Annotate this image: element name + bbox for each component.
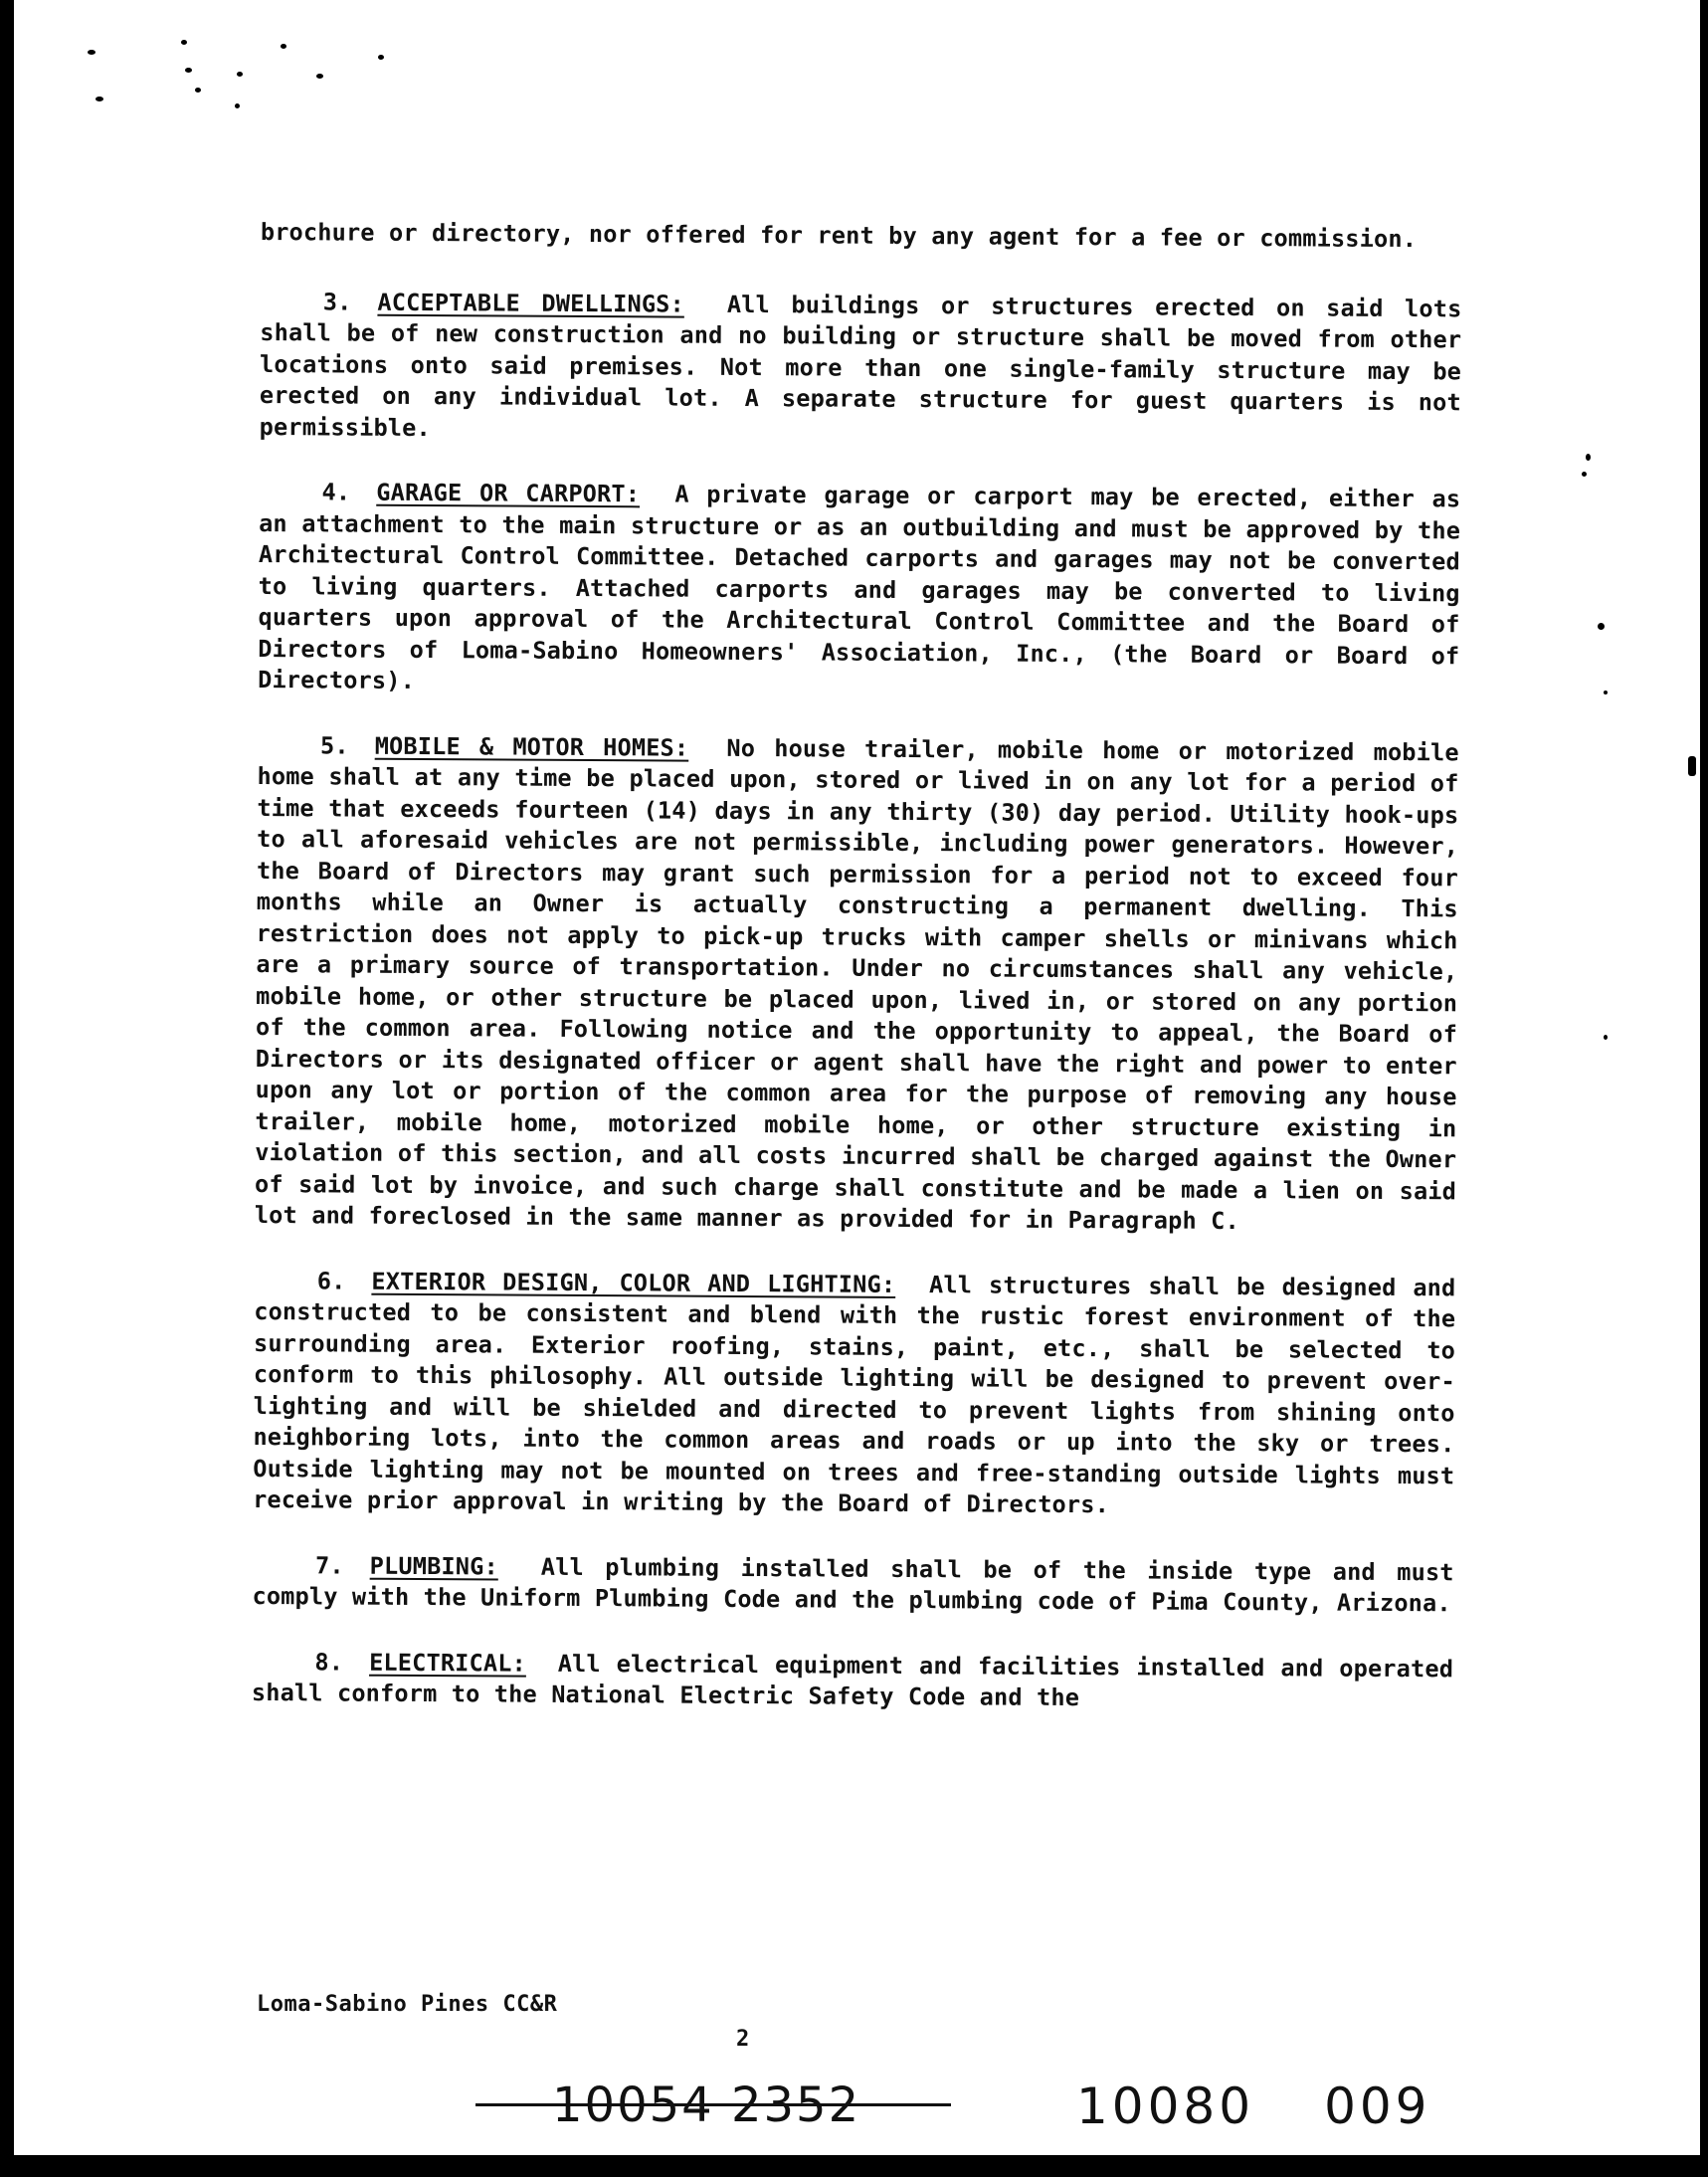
scan-speck: [1598, 623, 1605, 630]
scan-speck: [1604, 691, 1608, 694]
scan-speck: [281, 44, 286, 49]
section-heading: ACCEPTABLE DWELLINGS:: [377, 288, 685, 318]
scan-border-right: [1700, 0, 1708, 2177]
section-text: All structures shall be designed and constructed to be consistent and blend with the rustic forest environment of the surrounding area. Exterior roofing, stains, paint, etc., shall be selected to conform to this philosophy. All outside lighting will be designed to prevent over-lighting and will be shielded and directed to prevent lights from shining onto neighboring lots, into the common areas and roads or up into the sky or trees. Outside lighting may not be mounted on trees and free-standing outside lights must receive prior approval in writing by the Board of Directors.: [253, 1270, 1456, 1519]
scan-speck: [316, 74, 323, 79]
section-text: All plumbing installed shall be of the inside type and must comply with the Uniform Plumbing Code and the plumbing code of Pima County, Arizona.: [252, 1552, 1454, 1618]
intro-paragraph: brochure or directory, nor offered for rent by any agent for a fee or commission.: [260, 217, 1418, 254]
section-plumbing: [252, 1549, 1453, 1619]
stamp-left: 10080: [1076, 2078, 1255, 2135]
section-heading: EXTERIOR DESIGN, COLOR AND LIGHTING:: [371, 1267, 896, 1298]
page-number: 2: [736, 2027, 750, 2052]
scan-speck: [181, 40, 187, 45]
section-heading: PLUMBING:: [369, 1551, 498, 1580]
section-exterior-design: [253, 1265, 1456, 1522]
section-number: 4.: [321, 478, 351, 506]
crossed-out-stamp-number: 10054 2352: [552, 2078, 861, 2133]
section-number: 6.: [316, 1266, 346, 1295]
recording-stamp-number: [1076, 2078, 1431, 2135]
footer-document-label: Loma-Sabino Pines CC&R: [257, 1992, 558, 2017]
section-text: A private garage or carport may be erected, either as an attachment to the main structure or as an outbuilding and must be approved by the Architectural Control Committee. Detached carports and garages may not be converted to living quarters. Attached carports and garages may be converted to living quarters upon approval of the Architectural Control Committee and the Board of Directors of Loma-Sabino Homeowners' Association, Inc., (the Board or Board of Directors).: [258, 480, 1461, 694]
section-heading: ELECTRICAL:: [369, 1648, 527, 1678]
scan-border-bottom: [0, 2155, 1708, 2177]
scan-speck: [195, 88, 201, 93]
section-text: All electrical equipment and facilities installed and operated shall conform to the National Electric Safety Code and the: [251, 1649, 1454, 1712]
section-heading: GARAGE OR CARPORT:: [376, 478, 641, 508]
section-number: 3.: [322, 287, 352, 316]
section-acceptable-dwellings: [260, 286, 1462, 450]
document-body: [252, 217, 1462, 1750]
section-heading: MOBILE & MOTOR HOMES:: [374, 731, 689, 762]
scan-speck: [185, 68, 192, 73]
section-mobile-motor-homes: [255, 729, 1459, 1238]
section-garage-or-carport: [258, 477, 1460, 703]
scan-speck: [235, 103, 240, 108]
scan-speck: [1582, 472, 1587, 477]
stamp-right: 009: [1324, 2078, 1431, 2135]
section-electrical: [252, 1646, 1453, 1715]
scan-speck: [1586, 454, 1591, 461]
section-number: 5.: [319, 730, 349, 760]
scan-speck: [1688, 756, 1696, 776]
scan-border-left: [0, 0, 14, 2177]
section-text: All buildings or structures erected on said lots shall be of new construction and no building or structure shall be moved from other locations onto said premises. Not more than one single-family structure may be erected on any individual lot. A separate structure for guest quarters is not permissible.: [259, 290, 1462, 442]
scan-speck: [378, 55, 384, 60]
scan-speck: [1604, 1035, 1608, 1040]
scan-speck: [88, 50, 95, 55]
scan-speck: [95, 97, 103, 101]
scan-speck: [237, 72, 243, 77]
section-text: No house trailer, mobile home or motorized mobile home shall at any time be placed upon, stored or lived in on any lot for a period of time that exceeds fourteen (14) days in any thirty (30) day period. Utility hook-ups to all aforesaid vehicles are not permissible, including power generators. However, the Board of Directors may grant such permission for a period not to exceed four months while an Owner is actually constructing a permanent dwelling. This restriction does not apply to pick-up trucks with camper shells or minivans which are a primary source of transportation. Under no circumstances shall any vehicle, mobile home, or other structure be placed upon, lived in, or stored on any portion of the common area. Following notice and the opportunity to appeal, the Board of Directors or its designated officer or agent shall have the right and power to enter upon any lot or portion of the common area for the purpose of removing any house trailer, mobile home, motorized mobile home, or other structure existing in violation of this section, and all costs incurred shall be charged against the Owner of said lot by invoice, and such charge shall constitute and be made a lien on said lot and foreclosed in the same manner as provided for in Paragraph C.: [254, 733, 1459, 1236]
section-number: 8.: [314, 1647, 344, 1677]
section-number: 7.: [314, 1550, 344, 1580]
